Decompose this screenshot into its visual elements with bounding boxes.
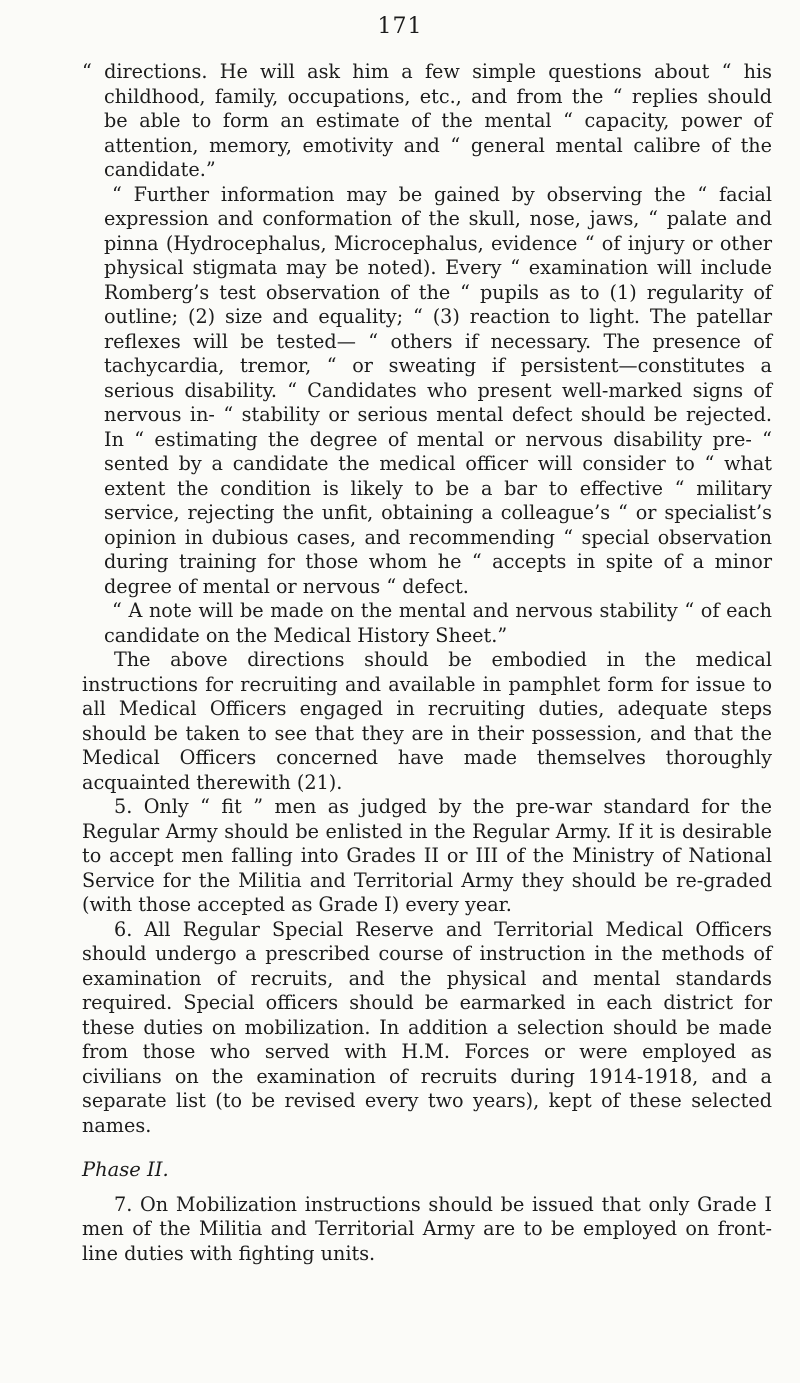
paragraph-6: 6. All Regular Special Reserve and Territorial Medical Officers should undergo a prescribed course of instruction in the methods of examination of recruits, and the physical and mental standards required. Special officers should be earmarked in each district for these duties on mobilization. In addition a selection should be made from those who served with H.M. Forces or were employed as civilians on the examination of recruits during 1914-1918, and a separate list (to be revised every two years), kept of these selected names. (82, 917, 772, 1137)
body-text (82, 60, 772, 1266)
paragraph-directions-embodied: The above directions should be embodied in the medical instructions for recruiting and available in pamphlet form for issue to all Medical Officers engaged in recruiting duties, adequate steps should be taken to see that they are in their possession, and that the Medical Officers concerned have made themselves thoroughly acquainted therewith (21). (82, 648, 772, 794)
paragraph-7: 7. On Mobilization instructions should be issued that only Grade I men of the Militia and Territorial Army are to be employed on front-line duties with fighting units. (82, 1192, 772, 1265)
page-number: 171 (377, 14, 423, 39)
quoted-paragraph-examination: “ Further information may be gained by observing the “ facial expression and conformation of the skull, nose, jaws, “ palate and pinna (Hydrocephalus, Microcephalus, evidence “ of injury or other physical stigmata may be noted). Every “ examination will include Romberg’s test observation of the “ pupils as to (1) regularity of outline; (2) size and equality; “ (3) reaction to light. The patellar reflexes will be tested— “ others if necessary. The presence of tachycardia, tremor, “ or sweating if persistent—constitutes a serious disability. “ Candidates who present well-marked signs of nervous in- “ stability or serious mental defect should be rejected. In “ estimating the degree of mental or nervous disability pre- “ sented by a candidate the medical officer will consider to “ what extent the condition is likely to be a bar to effective “ military service, rejecting the unfit, obtaining a colleague’s “ or specialist’s opinion in dubious cases, and recommending “ special observation during training for those whom he “ accepts in spite of a minor degree of mental or nervous “ defect. (104, 182, 772, 598)
paragraph-5: 5. Only “ fit ” men as judged by the pre-war standard for the Regular Army should be enlisted in the Regular Army. If it is desirable to accept men falling into Grades II or III of the Ministry of National Service for the Militia and Territorial Army they should be re-graded (with those accepted as Grade I) every year. (82, 795, 772, 916)
section-heading-phase-ii: Phase II. (82, 1158, 169, 1181)
quoted-paragraph-directions: “ directions. He will ask him a few simple questions about “ his childhood, family, occupations, etc., and from the “ replies should be able to form an estimate of the mental “ capacity, power of attention, memory, emotivity and “ general mental calibre of the candidate.” (82, 60, 772, 181)
quoted-instructions (82, 60, 772, 648)
quoted-paragraph-note: “ A note will be made on the mental and nervous stability “ of each candidate on the Medical History Sheet.” (104, 599, 772, 647)
